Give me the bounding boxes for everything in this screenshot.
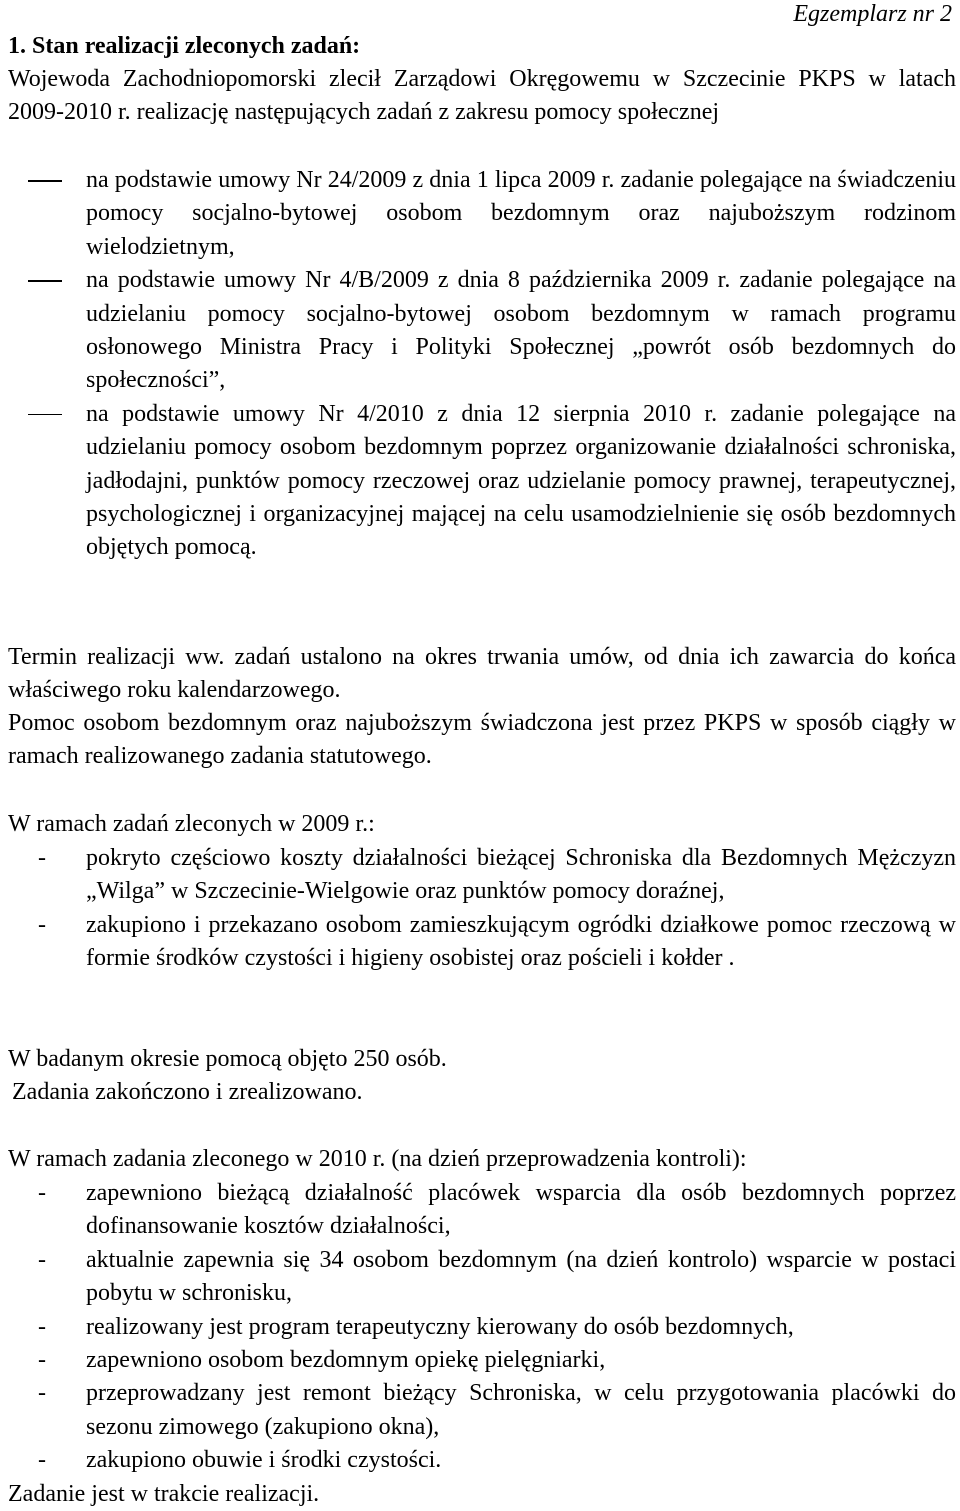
hyphen-marker-icon: - <box>38 1313 46 1340</box>
hyphen-marker-icon: - <box>38 1380 46 1407</box>
list-item-text: zapewniono osobom bezdomnym opiekę pielęgniarki, <box>86 1347 606 1374</box>
list-item-text: realizowany jest program terapeutyczny kierowany do osób bezdomnych, <box>86 1313 794 1340</box>
list-item-text: pokryto częściowo koszty działalności bieżącej Schroniska dla Bezdomnych Mężczyzn „Wilga” w Szczecinie-Wielgowie oraz punktów pomocy doraźnej, <box>86 845 956 905</box>
list-item <box>8 1311 956 1344</box>
list-item-text: zakupiono i przekazano osobom zamieszkującym ogródki działkowe pomoc rzeczową w formie środków czystości i higieny osobistej oraz pościeli i kołder . <box>86 911 956 972</box>
hyphen-marker-icon: - <box>38 1246 46 1273</box>
list-item <box>8 842 956 909</box>
copy-note: Egzemplarz nr 2 <box>793 1 952 27</box>
list-item-text: zapewniono bieżącą działalność placówek wsparcia dla osób bezdomnych poprzez dofinansowanie kosztów działalności, <box>86 1180 956 1240</box>
year-2010-heading: W ramach zadania zleconego w 2010 r. (na dzień przeprowadzenia kontroli): <box>8 1146 747 1172</box>
hyphen-marker-icon: - <box>38 1447 46 1474</box>
list-item <box>8 1444 956 1477</box>
task-text: na podstawie umowy Nr 4/B/2009 z dnia 8 października 2009 r. zadanie polegające na udzielaniu pomocy socjalno-bytowej osobom bezdomnym w ramach programu osłonowego Ministra Pracy i Polityki Społecznej „powrót osób bezdomnych do społeczności”, <box>86 267 956 394</box>
task-item <box>8 398 956 565</box>
task-text: na podstawie umowy Nr 4/2010 z dnia 12 sierpnia 2010 r. zadanie polegające na udzielaniu pomocy osobom bezdomnym poprzez organizowanie działalności schroniska, jadłodajni, punktów pomocy rzeczowej oraz udzielanie pomocy prawnej, terapeutycznej, psychologicznej i organizacyjnej mającej na celu usamodzielnienie się osób bezdomnych objętych pomocą. <box>86 400 956 561</box>
list-item-text: aktualnie zapewnia się 34 osobom bezdomnym (na dzień kontrolo) wsparcie w postaci pobytu w schronisku, <box>86 1246 956 1307</box>
hyphen-marker-icon: - <box>38 911 46 938</box>
section-title: 1. Stan realizacji zleconych zadań: <box>8 33 361 59</box>
list-item <box>8 909 956 976</box>
list-item <box>8 1344 956 1377</box>
completion-note: Zadania zakończono i zrealizowano. <box>12 1079 363 1105</box>
people-count: W badanym okresie pomocą objęto 250 osób. <box>8 1046 447 1072</box>
list-item-text: przeprowadzany jest remont bieżący Schroniska, w celu przygotowania placówki do sezonu zimowego (zakupiono okna), <box>86 1380 956 1440</box>
task-item <box>8 164 956 264</box>
statutory-paragraph: Pomoc osobom bezdomnym oraz najuboższym świadczona jest przez PKPS w sposób ciągły w ramach realizowanego zadania statutowego. <box>8 710 956 770</box>
list-item <box>8 1244 956 1311</box>
list-item <box>8 1177 956 1244</box>
term-paragraph: Termin realizacji ww. zadań ustalono na okres trwania umów, od dnia ich zawarcia do końca właściwego roku kalendarzowego. <box>8 644 956 704</box>
task-text: na podstawie umowy Nr 24/2009 z dnia 1 lipca 2009 r. zadanie polegające na świadczeniu pomocy socjalno-bytowej osobom bezdomnym oraz najuboższym rodzinom wielodzietnym, <box>86 167 956 260</box>
hyphen-marker-icon: - <box>38 1180 46 1206</box>
task-list <box>8 164 956 565</box>
dash-marker-icon <box>28 280 62 282</box>
list-item-text: zakupiono obuwie i środki czystości. <box>86 1447 442 1474</box>
hyphen-marker-icon: - <box>38 1347 46 1374</box>
dash-marker-icon <box>28 414 62 416</box>
list-item <box>8 1377 956 1444</box>
year-2009-heading: W ramach zadań zleconych w 2009 r.: <box>8 811 375 837</box>
task-item <box>8 264 956 398</box>
dash-marker-icon <box>28 180 62 182</box>
intro-paragraph: Wojewoda Zachodniopomorski zlecił Zarządowi Okręgowemu w Szczecinie PKPS w latach 2009-2010 r. realizację następujących zadań z zakresu pomocy społecznej <box>8 66 956 126</box>
hyphen-marker-icon: - <box>38 845 46 871</box>
status-note: Zadanie jest w trakcie realizacji. <box>8 1481 320 1507</box>
year-2010-list <box>8 1177 956 1478</box>
year-2009-list <box>8 842 956 976</box>
